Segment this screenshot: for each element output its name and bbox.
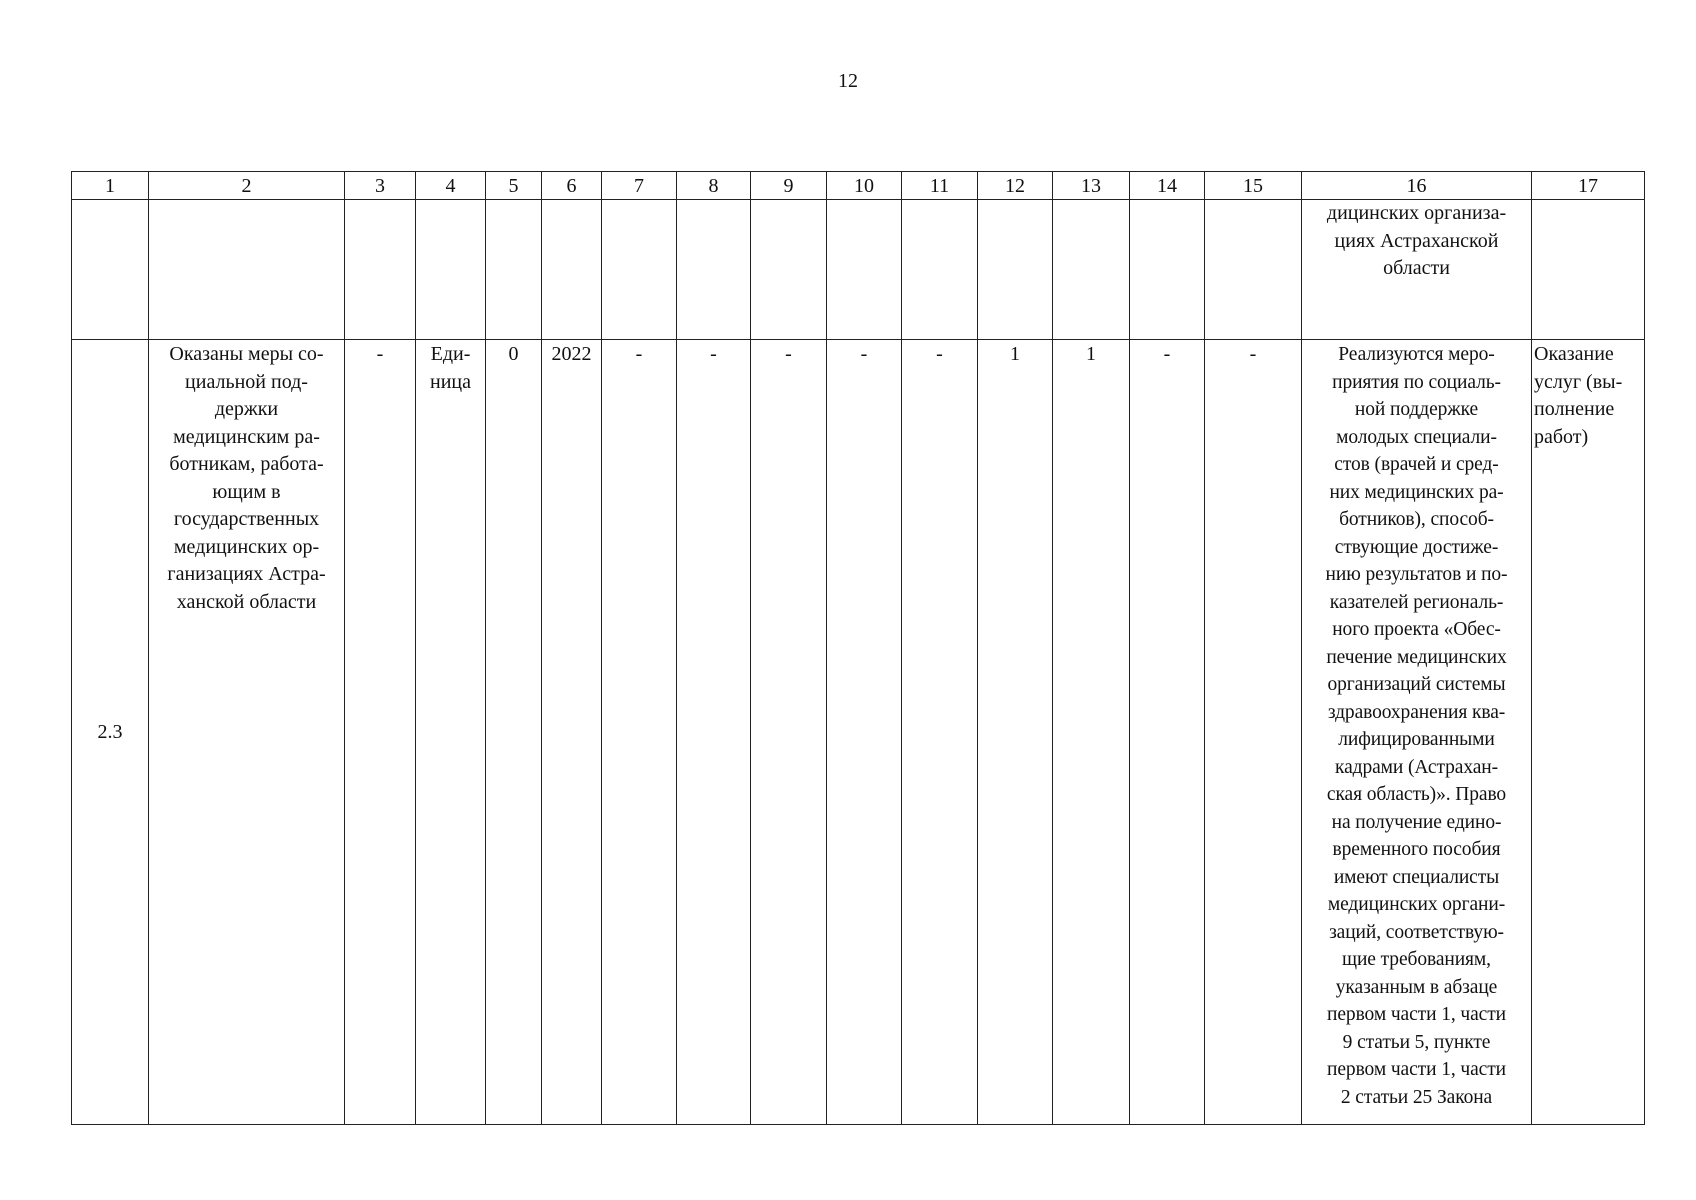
table-cell bbox=[486, 200, 542, 340]
continuation-row bbox=[72, 200, 1645, 340]
table-cell bbox=[1130, 200, 1205, 340]
table-cell: - bbox=[1205, 340, 1302, 1125]
result-description: Оказаны меры со- циальной под- держки медицинским ра- ботникам, работа- ющим в государственных медицинских ор- ганизациях Астра- ханской области bbox=[149, 340, 345, 1125]
table-cell bbox=[1053, 200, 1130, 340]
unit-cell: Еди- ница bbox=[416, 340, 486, 1125]
header-cell: 15 bbox=[1205, 172, 1302, 200]
header-row bbox=[72, 172, 1645, 200]
header-cell: 11 bbox=[902, 172, 978, 200]
table-cell: - bbox=[677, 340, 751, 1125]
header-cell: 7 bbox=[602, 172, 677, 200]
table-cell bbox=[677, 200, 751, 340]
header-cell: 6 bbox=[542, 172, 602, 200]
header-cell: 9 bbox=[751, 172, 827, 200]
header-cell: 14 bbox=[1130, 172, 1205, 200]
header-cell: 2 bbox=[149, 172, 345, 200]
table-cell bbox=[1205, 200, 1302, 340]
table-cell: - bbox=[902, 340, 978, 1125]
base-year-cell: 2022 bbox=[542, 340, 602, 1125]
table-cell bbox=[751, 200, 827, 340]
data-table bbox=[71, 171, 1645, 1125]
result-type-cell: Оказание услуг (вы- полнение работ) bbox=[1532, 340, 1645, 1125]
table-cell: - bbox=[751, 340, 827, 1125]
header-cell: 10 bbox=[827, 172, 902, 200]
table-cell: - bbox=[602, 340, 677, 1125]
header-cell: 1 bbox=[72, 172, 149, 200]
table-cell bbox=[902, 200, 978, 340]
header-cell: 16 bbox=[1302, 172, 1532, 200]
table-cell bbox=[827, 200, 902, 340]
header-cell: 17 bbox=[1532, 172, 1645, 200]
table-cell bbox=[978, 200, 1053, 340]
header-cell: 4 bbox=[416, 172, 486, 200]
header-cell: 5 bbox=[486, 172, 542, 200]
continuation-text: дицинских организа- циях Астраханской области bbox=[1302, 200, 1532, 340]
table-cell bbox=[1532, 200, 1645, 340]
table-cell bbox=[345, 200, 416, 340]
table-cell bbox=[149, 200, 345, 340]
header-cell: 8 bbox=[677, 172, 751, 200]
table-row bbox=[72, 340, 1645, 1125]
row-number: 2.3 bbox=[72, 340, 149, 1125]
table-cell bbox=[72, 200, 149, 340]
table-cell: - bbox=[827, 340, 902, 1125]
table-cell bbox=[542, 200, 602, 340]
table-cell: - bbox=[345, 340, 416, 1125]
header-cell: 13 bbox=[1053, 172, 1130, 200]
header-cell: 3 bbox=[345, 172, 416, 200]
table-cell bbox=[602, 200, 677, 340]
header-cell: 12 bbox=[978, 172, 1053, 200]
table-cell: 1 bbox=[1053, 340, 1130, 1125]
table-cell: 1 bbox=[978, 340, 1053, 1125]
event-description: Реализуются меро- приятия по социаль- ной поддержке молодых специали- стов (врачей и сред- них медицинских ра- ботников), способ- ствующие достиже- нию результатов и по- казателей региональ- ного проекта «Обес- печение медицинских организаций системы здравоохранения ква- лифицированными кадрами (Астрахан- ская область)». Право на получение едино- временного пособия имеют специалисты медицинских органи- заций, соответствую- щие требованиям, указанным в абзаце первом части 1, части 9 статьи 5, пункте первом части 1, части 2 статьи 25 Закона bbox=[1302, 340, 1532, 1125]
page-number: 12 bbox=[838, 70, 858, 92]
table-cell bbox=[416, 200, 486, 340]
base-value-cell: 0 bbox=[486, 340, 542, 1125]
table-cell: - bbox=[1130, 340, 1205, 1125]
